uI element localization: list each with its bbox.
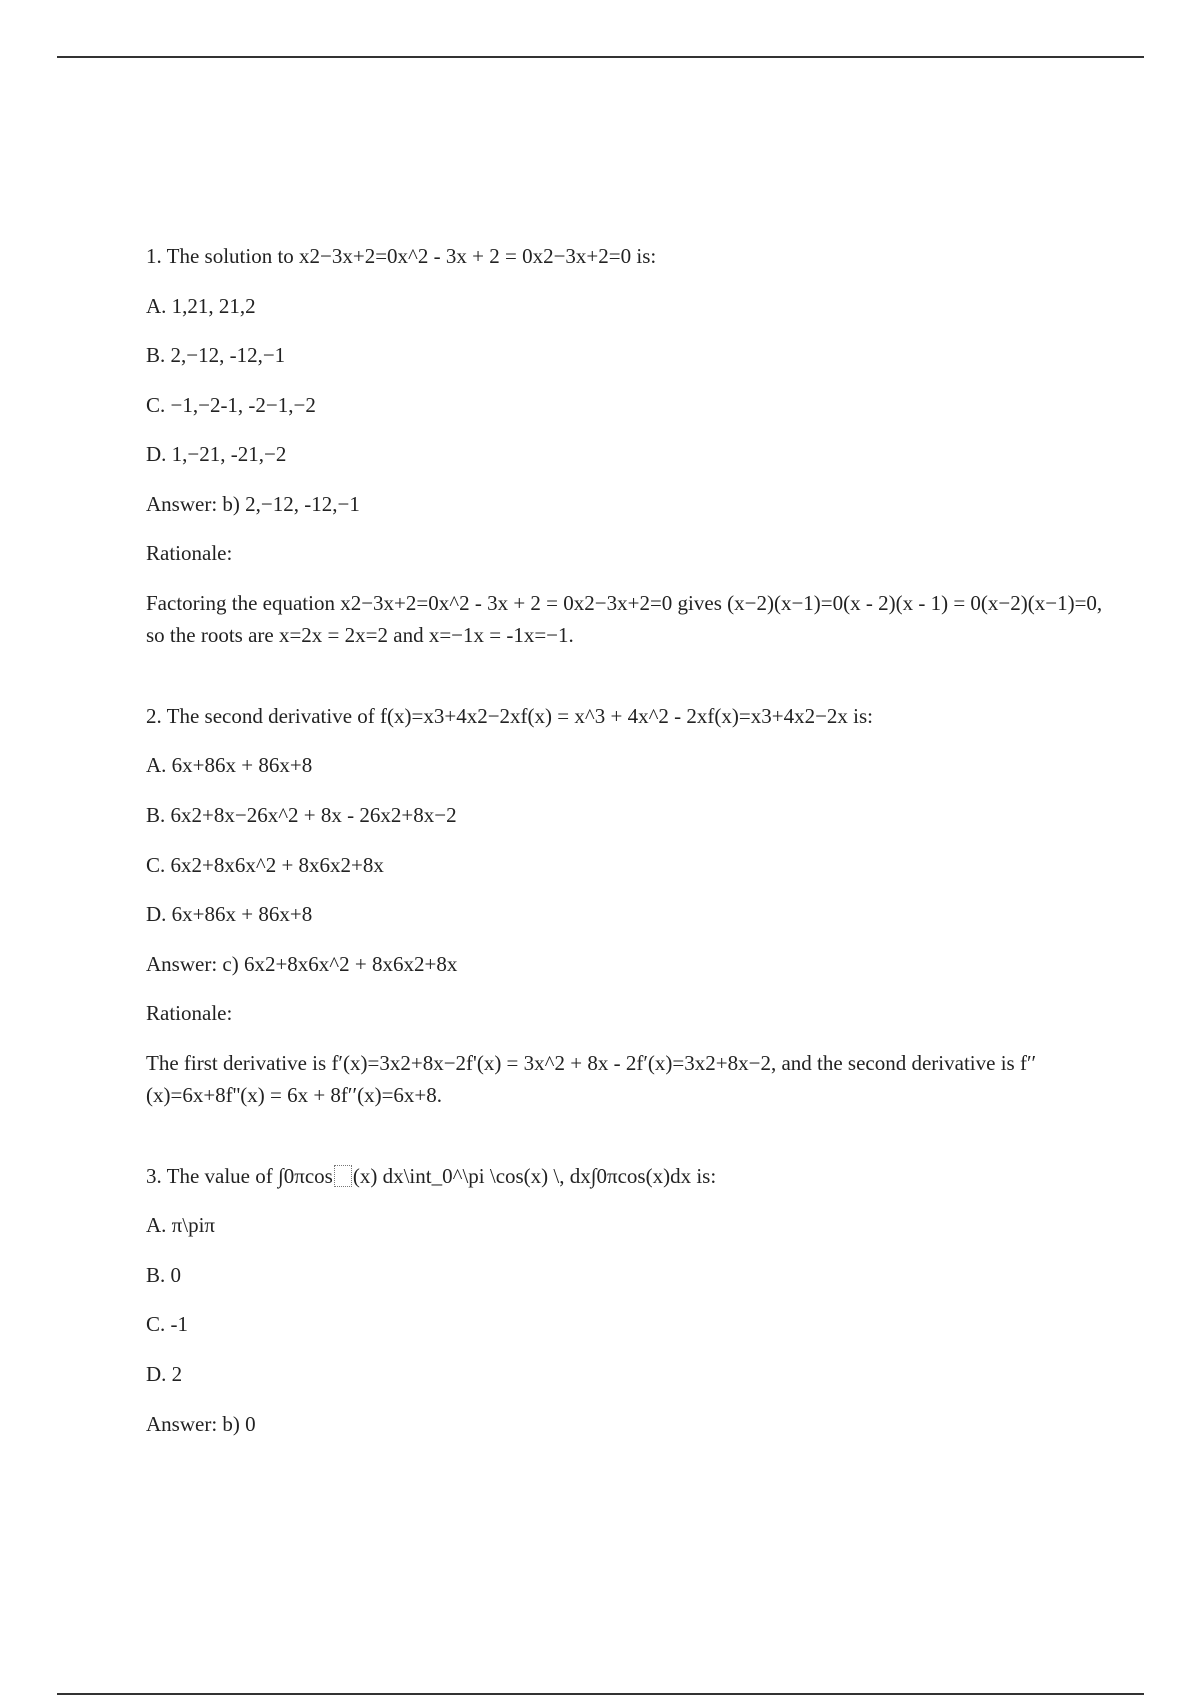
answer: Answer: b) 2,−12, -12,−1 (146, 491, 360, 516)
answer: Answer: c) 6x2+8x6x^2 + 8x6x2+8x (146, 951, 458, 976)
option-d: D. 1,−21, -21,−2 (146, 442, 287, 467)
question-stem (146, 1160, 1106, 1193)
option-b: B. 2,−12, -12,−1 (146, 343, 286, 368)
option-a: A. 1,21, 21,2 (146, 293, 256, 318)
rationale-text: Factoring the equation x2−3x+2=0x^2 - 3x + 2 = 0x2−3x+2=0 gives (x−2)(x−1)=0(x - 2)(x - 1) = 0(x−2)(x−1)=0, so the roots are x=2x = 2x=2 and x=−1x = -1x=−1. (146, 590, 1103, 648)
option-a: A. π\piπ (146, 1213, 216, 1238)
question-stem: 2. The second derivative of f(x)=x3+4x2−2xf(x) = x^3 + 4x^2 - 2xf(x)=x3+4x2−2x is: (146, 703, 874, 728)
rationale-text: The first derivative is f′(x)=3x2+8x−2f'(x) = 3x^2 + 8x - 2f′(x)=3x2+8x−2, and the second derivative is f′′(x)=6x+8f''(x) = 6x + 8f′′(x)=6x+8. (146, 1050, 1037, 1108)
stem-end: (x) dx\int_0^\pi \cos(x) \, dx∫0πcos(x)dx is: (352, 1163, 717, 1188)
option-a: A. 6x+86x + 86x+8 (146, 753, 313, 778)
option-c: C. 6x2+8x6x^2 + 8x6x2+8x (146, 852, 384, 877)
stem-start: 3. The value of ∫0πcos (146, 1163, 333, 1188)
missing-glyph-icon (334, 1165, 352, 1187)
option-b: B. 0 (146, 1262, 182, 1287)
option-b: B. 6x2+8x−26x^2 + 8x - 26x2+8x−2 (146, 803, 457, 828)
question-3 (146, 1160, 1106, 1440)
answer: Answer: b) 0 (146, 1411, 256, 1436)
option-c: C. -1 (146, 1312, 188, 1337)
option-d: D. 6x+86x + 86x+8 (146, 902, 313, 927)
rationale-label: Rationale: (146, 1001, 233, 1026)
option-c: C. −1,−2-1, -2−1,−2 (146, 392, 316, 417)
question-1 (146, 240, 1106, 652)
rationale-label: Rationale: (146, 541, 233, 566)
option-d: D. 2 (146, 1362, 183, 1387)
question-2 (146, 700, 1106, 1112)
header-rule (57, 56, 1144, 58)
question-stem: 1. The solution to x2−3x+2=0x^2 - 3x + 2 = 0x2−3x+2=0 is: (146, 244, 657, 268)
footer-rule (57, 1693, 1144, 1695)
document-body (146, 240, 1106, 1488)
